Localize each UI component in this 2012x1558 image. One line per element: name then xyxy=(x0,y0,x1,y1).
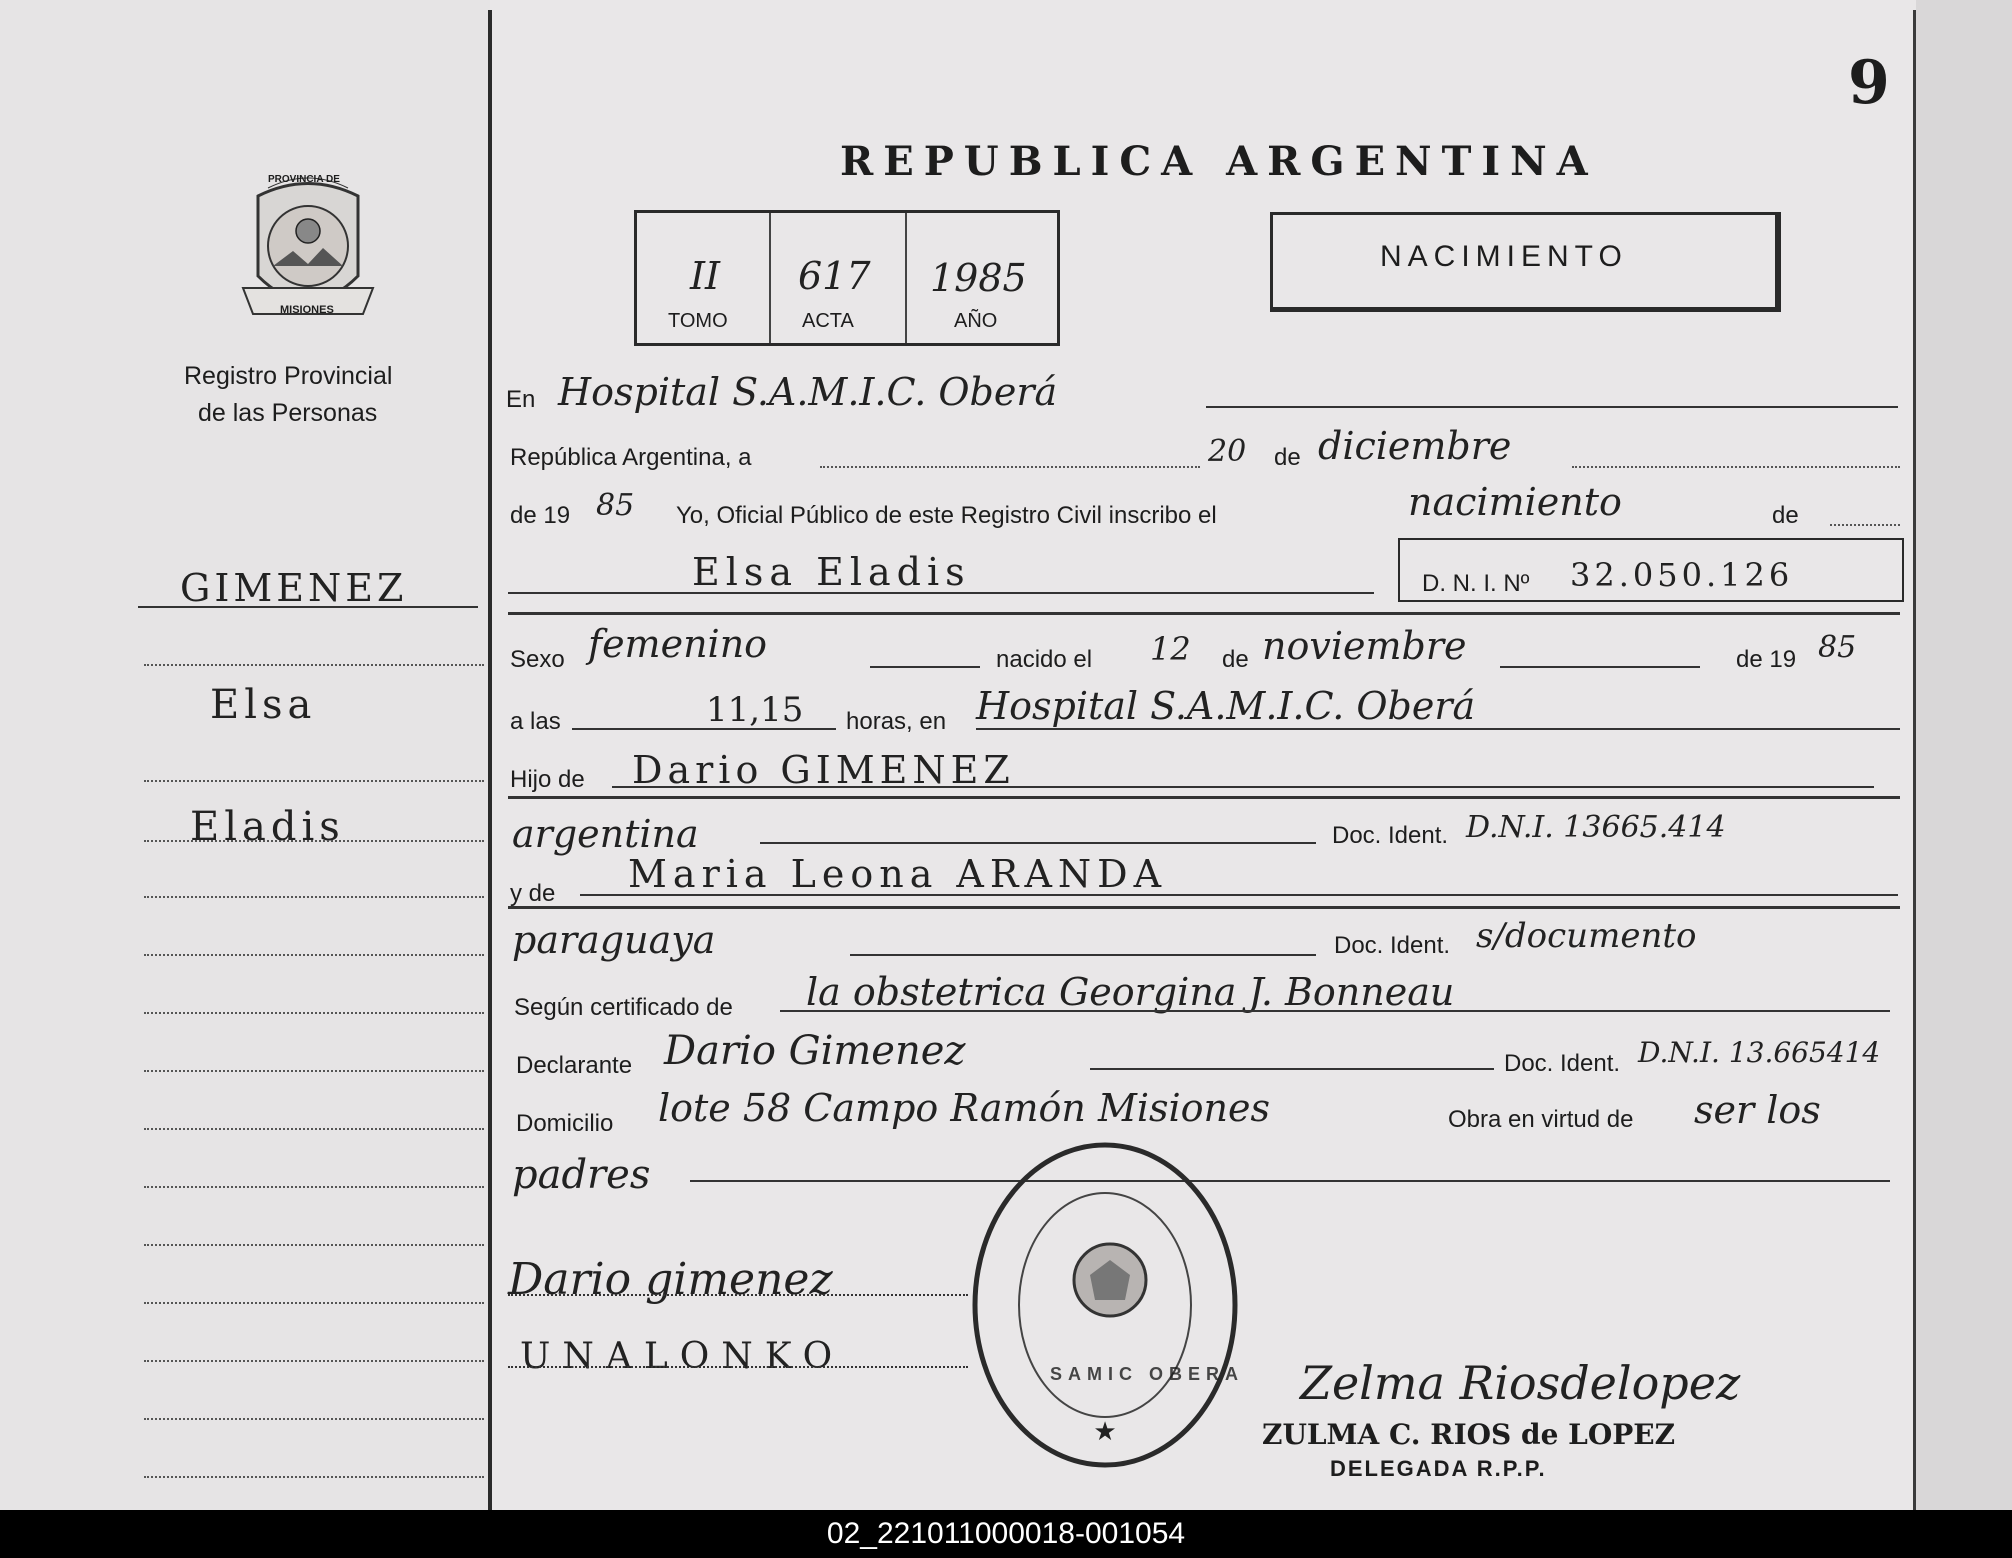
section-divider xyxy=(508,612,1900,615)
segun-value: la obstetrica Georgina J. Bonneau xyxy=(806,970,1455,1014)
margin-dotted-line xyxy=(144,1476,484,1478)
seal-text-bottom: MISIONES xyxy=(280,304,334,316)
declarante-line xyxy=(1090,1068,1494,1070)
margin-dotted-line xyxy=(144,780,484,782)
page-spine-line xyxy=(488,10,492,1510)
stamp-bottom-text: SAMIC OBERA xyxy=(1050,1364,1245,1384)
birth-year: 85 xyxy=(1818,630,1857,665)
oficial-text: Yo, Oficial Público de este Registro Civil inscribo el xyxy=(676,502,1217,529)
declarante-label: Declarante xyxy=(516,1052,633,1079)
horas-label: horas, en xyxy=(846,708,947,735)
birth-month-line xyxy=(1500,666,1700,668)
obra-label: Obra en virtud de xyxy=(1448,1106,1634,1133)
acta-label: ACTA xyxy=(802,310,854,332)
margin-surname-line xyxy=(138,606,478,608)
mother-doc-value: s/documento xyxy=(1476,916,1697,956)
segun-label: Según certificado de xyxy=(514,994,733,1021)
signature-line xyxy=(508,1366,968,1368)
yde-label: y de xyxy=(510,880,556,907)
act-type-label: NACIMIENTO xyxy=(1380,240,1628,273)
de2-label: de xyxy=(1222,646,1249,673)
domicilio-label: Domicilio xyxy=(516,1110,614,1137)
sexo-value: femenino xyxy=(588,622,768,666)
declarant-signature: Dario gimenez xyxy=(508,1254,833,1305)
margin-dotted-line xyxy=(144,1128,484,1130)
father-line xyxy=(612,786,1874,788)
margin-dotted-line xyxy=(144,1302,484,1304)
margin-dotted-line xyxy=(144,840,484,842)
margin-dotted-line xyxy=(144,954,484,956)
declarante-doc-label: Doc. Ident. xyxy=(1504,1050,1621,1077)
de19b-label: de 19 xyxy=(1736,646,1797,673)
mother-line xyxy=(580,894,1898,896)
hour-value: 11,15 xyxy=(706,690,804,730)
republica-label: República Argentina, a xyxy=(510,444,752,471)
registry-name-line2: de las Personas xyxy=(198,399,378,427)
margin-dotted-line xyxy=(144,664,484,666)
official-stamp xyxy=(970,1140,1240,1470)
margin-name1: Elsa xyxy=(210,682,317,728)
declarante-value: Dario Gimenez xyxy=(664,1028,966,1074)
margin-dotted-line xyxy=(144,1418,484,1420)
month-value: diciembre xyxy=(1318,424,1512,468)
dni-label: D. N. I. Nº xyxy=(1422,570,1530,597)
nacido-label: nacido el xyxy=(996,646,1093,673)
mother-nat-line xyxy=(850,954,1316,956)
registered-name: Elsa Eladis xyxy=(692,550,971,594)
father-name: Dario GIMENEZ xyxy=(632,748,1015,792)
svg-text:★: ★ xyxy=(1093,1417,1117,1447)
section-divider xyxy=(508,796,1900,799)
birth-day: 12 xyxy=(1150,630,1191,668)
obra-value-continued: padres xyxy=(512,1152,651,1198)
margin-dotted-line xyxy=(144,1012,484,1014)
month-dotted-line xyxy=(1572,466,1900,468)
margin-surname: GIMENEZ xyxy=(180,566,408,610)
father-doc-value: D.N.I. 13665.414 xyxy=(1466,810,1726,845)
obra-value: ser los xyxy=(1694,1088,1821,1132)
father-nat-line xyxy=(760,842,1316,844)
margin-name2: Eladis xyxy=(190,804,345,850)
alas-label: a las xyxy=(510,708,561,735)
tomo-value: II xyxy=(690,254,721,298)
birth-place-line xyxy=(976,728,1900,730)
mother-nationality: paraguaya xyxy=(512,918,716,962)
anio-label: AÑO xyxy=(954,310,998,332)
de19-label: de 19 xyxy=(510,502,571,529)
dni-value: 32.050.126 xyxy=(1570,556,1794,594)
page-title: REPUBLICA ARGENTINA xyxy=(840,138,1598,185)
margin-dotted-line xyxy=(144,896,484,898)
obra-line xyxy=(690,1180,1890,1182)
year-value: 85 xyxy=(596,488,635,523)
father-doc-label: Doc. Ident. xyxy=(1332,822,1449,849)
seal-text-top: PROVINCIA DE xyxy=(268,174,340,185)
signature-line xyxy=(508,1294,968,1296)
en-label: En xyxy=(506,386,536,413)
father-nationality: argentina xyxy=(512,812,699,856)
sexo-line xyxy=(870,666,980,668)
en-value: Hospital S.A.M.I.C. Oberá xyxy=(558,370,1058,414)
birth-place: Hospital S.A.M.I.C. Oberá xyxy=(976,684,1476,728)
section-divider xyxy=(508,906,1900,909)
de-label: de xyxy=(1274,444,1301,471)
act-value: nacimiento xyxy=(1408,480,1622,524)
sexo-label: Sexo xyxy=(510,646,565,673)
margin-dotted-line xyxy=(144,1244,484,1246)
mother-doc-label: Doc. Ident. xyxy=(1334,932,1451,959)
date-dotted-line xyxy=(820,466,1200,468)
tomo-label: TOMO xyxy=(668,310,728,332)
margin-dotted-line xyxy=(144,1360,484,1362)
right-page-strip xyxy=(1916,0,2012,1510)
anio-value: 1985 xyxy=(930,256,1027,300)
name-line xyxy=(508,592,1374,594)
birth-month: noviembre xyxy=(1262,624,1467,668)
official-signature: Zelma Riosdelopez xyxy=(1300,1356,1741,1410)
official-name: ZULMA C. RIOS de LOPEZ xyxy=(1262,1418,1676,1451)
image-id-footer: 02_221011000018-001054 xyxy=(0,1510,2012,1558)
acta-value: 617 xyxy=(798,254,871,298)
margin-dotted-line xyxy=(144,1070,484,1072)
page-number: 9 xyxy=(1848,48,1890,118)
witness-signature: UNALONKO xyxy=(520,1336,845,1377)
day-value: 20 xyxy=(1208,434,1247,469)
registry-name-line1: Registro Provincial xyxy=(184,362,393,390)
margin-dotted-line xyxy=(144,1186,484,1188)
act-dotted-line xyxy=(1830,524,1900,526)
de-end-label: de xyxy=(1772,502,1799,529)
declarante-doc-value: D.N.I. 13.665414 xyxy=(1638,1036,1881,1069)
hijo-label: Hijo de xyxy=(510,766,585,793)
en-line xyxy=(1206,406,1898,408)
official-title: DELEGADA R.P.P. xyxy=(1330,1456,1547,1481)
domicilio-value: lote 58 Campo Ramón Misiones xyxy=(658,1086,1271,1130)
hour-line xyxy=(572,728,836,730)
mother-name: Maria Leona ARANDA xyxy=(628,852,1168,896)
segun-line xyxy=(780,1010,1890,1012)
